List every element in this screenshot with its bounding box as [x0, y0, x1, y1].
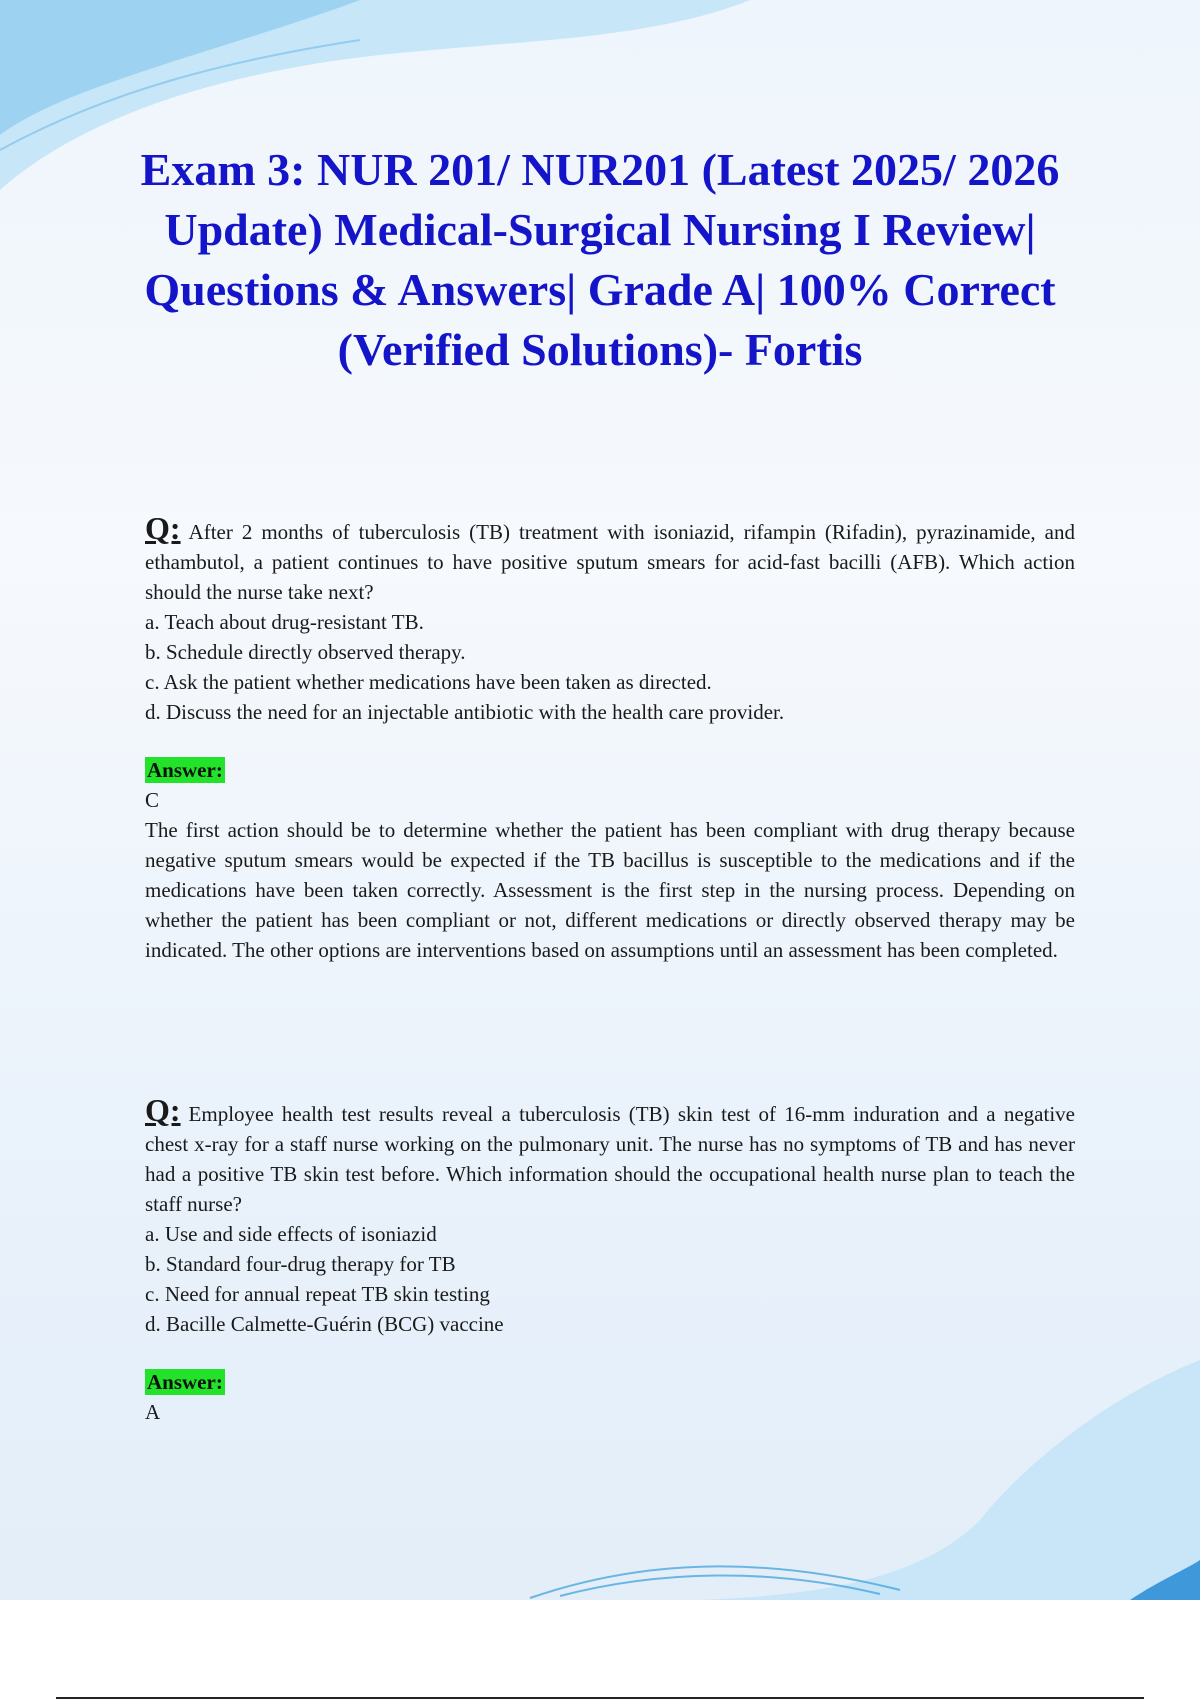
answer-letter: C	[145, 788, 160, 812]
option-a: a. Teach about drug-resistant TB.	[145, 610, 424, 634]
option-c: c. Need for annual repeat TB skin testing	[145, 1282, 490, 1306]
footer-divider	[56, 1697, 1144, 1699]
question-block-1	[145, 510, 1075, 965]
question-stem: Employee health test results reveal a tuberculosis (TB) skin test of 16-mm induration and a negative chest x-ray for a staff nurse working on the pulmonary unit. The nurse has no symptoms of TB and has never had a positive TB skin test before. Which information should the occupational health nurse plan to teach the staff nurse?	[145, 1102, 1075, 1216]
question-stem: After 2 months of tuberculosis (TB) treatment with isoniazid, rifampin (Rifadin), pyrazinamide, and ethambutol, a patient continues to have positive sputum smears for acid-fast bacilli (AFB). Which action should the nurse take next?	[145, 520, 1075, 604]
question-text	[145, 1092, 1075, 1219]
option-a: a. Use and side effects of isoniazid	[145, 1222, 437, 1246]
option-b: b. Schedule directly observed therapy.	[145, 640, 466, 664]
option-c: c. Ask the patient whether medications have been taken as directed.	[145, 670, 712, 694]
answer-label: Answer:	[147, 758, 223, 782]
option-d: d. Discuss the need for an injectable antibiotic with the health care provider.	[145, 700, 785, 724]
question-text	[145, 510, 1075, 607]
question-block-2	[145, 1092, 1075, 1427]
answer-label: Answer:	[147, 1370, 223, 1394]
option-b: b. Standard four-drug therapy for TB	[145, 1252, 456, 1276]
question-label: Q:	[145, 1092, 181, 1128]
answer-letter: A	[145, 1400, 161, 1424]
document-title: Exam 3: NUR 201/ NUR201 (Latest 2025/ 2026 Update) Medical-Surgical Nursing I Review| Questions & Answers| Grade A| 100% Correct (Verified Solutions)- Fortis	[140, 144, 1060, 375]
answer-rationale: The first action should be to determine whether the patient has been compliant with drug therapy because negative sputum smears would be expected if the TB bacillus is susceptible to the medications and if the medications have been taken correctly. Assessment is the first step in the nursing process. Depending on whether the patient has been compliant or not, different medications or directly observed therapy may be indicated. The other options are interventions based on assumptions until an assessment has been completed.	[145, 818, 1075, 962]
option-d: d. Bacille Calmette-Guérin (BCG) vaccine	[145, 1312, 504, 1336]
question-label: Q:	[145, 510, 181, 546]
